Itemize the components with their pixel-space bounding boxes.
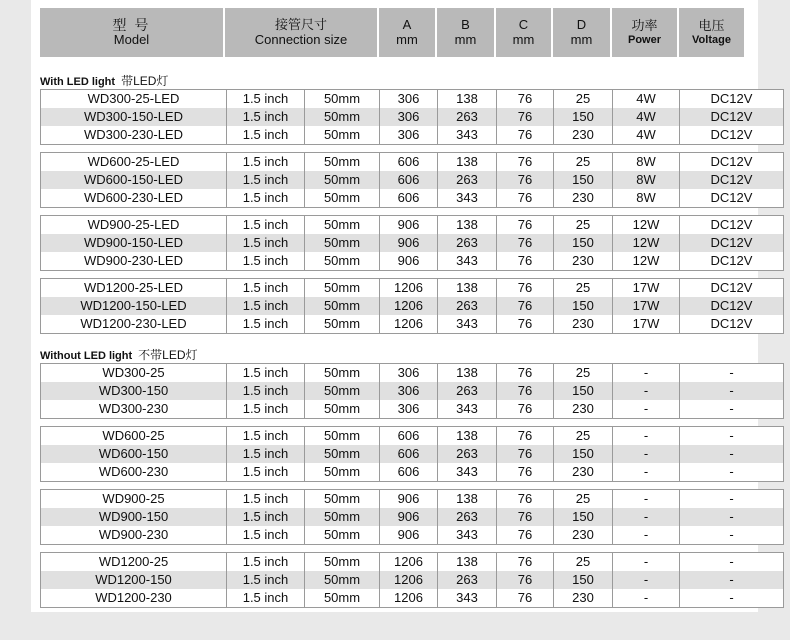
cell-power: - (612, 553, 679, 571)
cell-size-mm: 50mm (304, 234, 379, 252)
cell-dim-a: 306 (379, 364, 437, 382)
cell-dim-d: 230 (553, 400, 612, 418)
header-b (437, 8, 494, 57)
cell-model: WD900-230 (98, 527, 169, 542)
section-label (40, 72, 168, 89)
header-connection (225, 8, 377, 57)
cell-size-inch: 1.5 inch (226, 108, 304, 126)
cell-voltage: - (679, 400, 783, 418)
section-label-en: With LED light (40, 76, 116, 88)
cell-size-inch: 1.5 inch (226, 589, 304, 607)
header-d (553, 8, 610, 57)
cell-size-mm: 50mm (304, 427, 379, 445)
cell-voltage: DC12V (679, 234, 783, 252)
cell-dim-a: 606 (379, 463, 437, 481)
cell-power: 17W (612, 279, 679, 297)
header-a-unit: mm (396, 31, 418, 47)
table-row (41, 553, 783, 571)
cell-model: WD300-150 (98, 383, 169, 398)
cell-dim-b: 343 (437, 189, 496, 207)
cell-dim-d: 230 (553, 252, 612, 270)
section-label-zh: 不带LED灯 (138, 348, 198, 362)
table-row (41, 400, 783, 418)
cell-voltage: - (679, 571, 783, 589)
table-row (41, 589, 783, 607)
cell-dim-b: 263 (437, 508, 496, 526)
cell-size-inch: 1.5 inch (226, 126, 304, 144)
cell-model: WD600-25-LED (87, 154, 180, 169)
cell-dim-d: 230 (553, 126, 612, 144)
cell-voltage: DC12V (679, 108, 783, 126)
cell-size-mm: 50mm (304, 189, 379, 207)
cell-dim-c: 76 (496, 189, 553, 207)
cell-voltage: - (679, 427, 783, 445)
cell-size-mm: 50mm (304, 252, 379, 270)
cell-dim-a: 1206 (379, 315, 437, 333)
cell-size-mm: 50mm (304, 553, 379, 571)
model-group (40, 426, 784, 482)
table-row (41, 364, 783, 382)
cell-dim-d: 150 (553, 234, 612, 252)
cell-dim-a: 306 (379, 400, 437, 418)
cell-voltage: - (679, 382, 783, 400)
cell-dim-b: 138 (437, 427, 496, 445)
model-group (40, 552, 784, 608)
cell-size-inch: 1.5 inch (226, 171, 304, 189)
cell-power: - (612, 490, 679, 508)
cell-voltage: - (679, 364, 783, 382)
cell-dim-a: 1206 (379, 279, 437, 297)
cell-dim-c: 76 (496, 90, 553, 108)
header-model-en: Model (113, 32, 150, 48)
cell-model: WD1200-230 (95, 590, 172, 605)
cell-dim-b: 138 (437, 490, 496, 508)
model-group (40, 278, 784, 334)
table-row (41, 153, 783, 171)
cell-size-mm: 50mm (304, 364, 379, 382)
cell-dim-c: 76 (496, 553, 553, 571)
cell-size-mm: 50mm (304, 508, 379, 526)
cell-dim-a: 906 (379, 526, 437, 544)
cell-dim-d: 150 (553, 297, 612, 315)
cell-dim-d: 25 (553, 216, 612, 234)
cell-power: - (612, 400, 679, 418)
cell-power: 8W (612, 189, 679, 207)
cell-dim-d: 150 (553, 108, 612, 126)
cell-power: - (612, 364, 679, 382)
cell-dim-d: 230 (553, 589, 612, 607)
cell-size-inch: 1.5 inch (226, 553, 304, 571)
cell-dim-d: 25 (553, 427, 612, 445)
cell-model: WD300-25-LED (87, 91, 180, 106)
cell-dim-b: 263 (437, 297, 496, 315)
cell-dim-c: 76 (496, 445, 553, 463)
cell-dim-b: 138 (437, 279, 496, 297)
cell-size-mm: 50mm (304, 571, 379, 589)
cell-size-mm: 50mm (304, 490, 379, 508)
cell-dim-b: 343 (437, 126, 496, 144)
cell-power: - (612, 571, 679, 589)
cell-dim-d: 150 (553, 508, 612, 526)
cell-dim-b: 343 (437, 526, 496, 544)
cell-model: WD600-230 (98, 464, 169, 479)
cell-voltage: DC12V (679, 315, 783, 333)
cell-dim-a: 906 (379, 252, 437, 270)
cell-power: 8W (612, 171, 679, 189)
cell-power: 4W (612, 90, 679, 108)
cell-size-mm: 50mm (304, 526, 379, 544)
cell-model: WD600-25 (102, 428, 165, 443)
header-model-zh: 型 号 (112, 16, 151, 33)
cell-model: WD600-150-LED (84, 172, 183, 187)
cell-dim-d: 25 (553, 153, 612, 171)
table-row (41, 463, 783, 481)
table-row (41, 216, 783, 234)
header-power-zh: 功率 (631, 17, 658, 33)
cell-model: WD300-150-LED (84, 109, 183, 124)
cell-power: - (612, 526, 679, 544)
cell-size-inch: 1.5 inch (226, 427, 304, 445)
cell-size-inch: 1.5 inch (226, 279, 304, 297)
cell-model: WD1200-25-LED (84, 280, 183, 295)
cell-dim-c: 76 (496, 297, 553, 315)
cell-power: 12W (612, 234, 679, 252)
header-power (612, 8, 677, 57)
cell-dim-d: 150 (553, 382, 612, 400)
cell-voltage: - (679, 526, 783, 544)
cell-dim-d: 230 (553, 526, 612, 544)
cell-dim-c: 76 (496, 571, 553, 589)
cell-power: - (612, 445, 679, 463)
cell-model: WD900-25 (102, 491, 165, 506)
cell-dim-b: 138 (437, 216, 496, 234)
table-row (41, 315, 783, 333)
cell-power: - (612, 382, 679, 400)
cell-dim-b: 343 (437, 315, 496, 333)
cell-size-mm: 50mm (304, 400, 379, 418)
cell-dim-c: 76 (496, 427, 553, 445)
cell-voltage: DC12V (679, 126, 783, 144)
cell-dim-d: 150 (553, 571, 612, 589)
cell-size-mm: 50mm (304, 126, 379, 144)
cell-dim-a: 606 (379, 153, 437, 171)
cell-dim-c: 76 (496, 508, 553, 526)
cell-voltage: DC12V (679, 189, 783, 207)
model-group (40, 489, 784, 545)
table-header (40, 8, 746, 57)
cell-dim-d: 25 (553, 490, 612, 508)
header-power-en: Power (627, 33, 661, 46)
cell-dim-d: 25 (553, 90, 612, 108)
cell-size-mm: 50mm (304, 445, 379, 463)
table-row (41, 189, 783, 207)
header-voltage-en: Voltage (692, 33, 731, 46)
cell-dim-a: 1206 (379, 589, 437, 607)
cell-power: 17W (612, 297, 679, 315)
table-row (41, 297, 783, 315)
cell-dim-a: 306 (379, 382, 437, 400)
cell-model: WD900-25-LED (87, 217, 180, 232)
cell-size-inch: 1.5 inch (226, 364, 304, 382)
table-row (41, 382, 783, 400)
cell-size-mm: 50mm (304, 108, 379, 126)
cell-size-mm: 50mm (304, 216, 379, 234)
header-voltage (679, 8, 744, 57)
cell-size-inch: 1.5 inch (226, 90, 304, 108)
cell-size-inch: 1.5 inch (226, 234, 304, 252)
table-row (41, 508, 783, 526)
cell-voltage: DC12V (679, 153, 783, 171)
cell-dim-a: 306 (379, 108, 437, 126)
cell-dim-a: 606 (379, 171, 437, 189)
cell-dim-b: 343 (437, 589, 496, 607)
cell-dim-b: 138 (437, 153, 496, 171)
table-row (41, 571, 783, 589)
cell-dim-a: 306 (379, 126, 437, 144)
cell-voltage: - (679, 490, 783, 508)
cell-voltage: - (679, 445, 783, 463)
cell-power: 12W (612, 252, 679, 270)
cell-model: WD1200-25 (98, 554, 169, 569)
cell-size-mm: 50mm (304, 90, 379, 108)
cell-dim-d: 230 (553, 463, 612, 481)
cell-power: - (612, 463, 679, 481)
cell-model: WD900-150-LED (84, 235, 183, 250)
cell-size-inch: 1.5 inch (226, 216, 304, 234)
cell-voltage: - (679, 589, 783, 607)
cell-dim-b: 138 (437, 90, 496, 108)
header-model (40, 8, 223, 57)
cell-voltage: DC12V (679, 279, 783, 297)
header-c (496, 8, 551, 57)
table-row (41, 234, 783, 252)
cell-dim-c: 76 (496, 526, 553, 544)
header-d-unit: mm (570, 31, 593, 47)
cell-size-mm: 50mm (304, 153, 379, 171)
cell-size-inch: 1.5 inch (226, 571, 304, 589)
cell-size-inch: 1.5 inch (226, 526, 304, 544)
cell-size-mm: 50mm (304, 279, 379, 297)
cell-dim-c: 76 (496, 126, 553, 144)
cell-size-inch: 1.5 inch (226, 463, 304, 481)
cell-dim-c: 76 (496, 108, 553, 126)
cell-model: WD1200-230-LED (80, 316, 187, 331)
cell-dim-b: 138 (437, 364, 496, 382)
header-voltage-zh: 电压 (698, 17, 725, 33)
table-row (41, 445, 783, 463)
cell-dim-a: 1206 (379, 297, 437, 315)
cell-model: WD600-230-LED (84, 190, 183, 205)
header-connection-en: Connection size (254, 31, 348, 47)
cell-size-mm: 50mm (304, 463, 379, 481)
cell-dim-c: 76 (496, 315, 553, 333)
cell-power: 17W (612, 315, 679, 333)
cell-power: 4W (612, 126, 679, 144)
cell-voltage: - (679, 553, 783, 571)
cell-model: WD900-150 (98, 509, 169, 524)
cell-dim-c: 76 (496, 153, 553, 171)
cell-model: WD600-150 (98, 446, 169, 461)
cell-voltage: DC12V (679, 297, 783, 315)
header-c-label: C (518, 16, 529, 32)
cell-size-inch: 1.5 inch (226, 508, 304, 526)
cell-power: 4W (612, 108, 679, 126)
header-connection-zh: 接管尺寸 (274, 16, 327, 32)
cell-power: 8W (612, 153, 679, 171)
cell-dim-a: 606 (379, 189, 437, 207)
cell-model: WD1200-150-LED (80, 298, 187, 313)
cell-dim-c: 76 (496, 364, 553, 382)
table-row (41, 171, 783, 189)
cell-dim-b: 263 (437, 108, 496, 126)
cell-size-mm: 50mm (304, 589, 379, 607)
table-row (41, 526, 783, 544)
cell-dim-d: 230 (553, 189, 612, 207)
cell-dim-b: 343 (437, 463, 496, 481)
cell-dim-a: 606 (379, 445, 437, 463)
cell-dim-d: 150 (553, 171, 612, 189)
cell-dim-b: 138 (437, 553, 496, 571)
cell-dim-c: 76 (496, 279, 553, 297)
header-b-label: B (461, 16, 470, 32)
cell-dim-b: 263 (437, 571, 496, 589)
cell-model: WD300-25 (102, 365, 165, 380)
model-group (40, 363, 784, 419)
cell-size-mm: 50mm (304, 171, 379, 189)
cell-dim-b: 263 (437, 382, 496, 400)
cell-model: WD1200-150 (95, 572, 172, 587)
section-label-zh: 带LED灯 (121, 74, 169, 88)
cell-dim-a: 906 (379, 234, 437, 252)
cell-dim-b: 263 (437, 234, 496, 252)
cell-dim-a: 1206 (379, 553, 437, 571)
cell-power: - (612, 427, 679, 445)
table-row (41, 490, 783, 508)
cell-size-mm: 50mm (304, 297, 379, 315)
cell-voltage: - (679, 463, 783, 481)
cell-voltage: DC12V (679, 216, 783, 234)
cell-dim-a: 906 (379, 508, 437, 526)
cell-size-inch: 1.5 inch (226, 315, 304, 333)
cell-dim-b: 343 (437, 252, 496, 270)
cell-dim-c: 76 (496, 463, 553, 481)
model-group (40, 89, 784, 145)
cell-size-inch: 1.5 inch (226, 297, 304, 315)
cell-model: WD900-230-LED (84, 253, 183, 268)
cell-voltage: DC12V (679, 90, 783, 108)
cell-dim-d: 25 (553, 553, 612, 571)
cell-dim-a: 906 (379, 490, 437, 508)
model-group (40, 152, 784, 208)
cell-model: WD300-230 (98, 401, 169, 416)
cell-size-inch: 1.5 inch (226, 153, 304, 171)
cell-power: 12W (612, 216, 679, 234)
section-label-en: Without LED light (40, 350, 133, 362)
cell-dim-d: 25 (553, 279, 612, 297)
table-row (41, 108, 783, 126)
cell-dim-b: 263 (437, 445, 496, 463)
table-row (41, 427, 783, 445)
cell-dim-c: 76 (496, 382, 553, 400)
header-a-label: A (402, 16, 412, 32)
cell-dim-a: 906 (379, 216, 437, 234)
model-group (40, 215, 784, 271)
cell-dim-d: 230 (553, 315, 612, 333)
cell-size-inch: 1.5 inch (226, 400, 304, 418)
cell-dim-c: 76 (496, 589, 553, 607)
table-row (41, 252, 783, 270)
cell-size-inch: 1.5 inch (226, 189, 304, 207)
cell-power: - (612, 589, 679, 607)
cell-dim-c: 76 (496, 234, 553, 252)
cell-size-inch: 1.5 inch (226, 252, 304, 270)
table-row (41, 279, 783, 297)
cell-voltage: - (679, 508, 783, 526)
cell-dim-d: 25 (553, 364, 612, 382)
section-label (40, 346, 198, 363)
cell-voltage: DC12V (679, 252, 783, 270)
cell-size-inch: 1.5 inch (226, 382, 304, 400)
cell-dim-c: 76 (496, 252, 553, 270)
cell-dim-c: 76 (496, 490, 553, 508)
cell-dim-c: 76 (496, 171, 553, 189)
cell-dim-c: 76 (496, 400, 553, 418)
cell-power: - (612, 508, 679, 526)
header-a (379, 8, 435, 57)
table-row (41, 126, 783, 144)
cell-dim-b: 263 (437, 171, 496, 189)
cell-size-inch: 1.5 inch (226, 445, 304, 463)
cell-model: WD300-230-LED (84, 127, 183, 142)
cell-voltage: DC12V (679, 171, 783, 189)
cell-dim-b: 343 (437, 400, 496, 418)
table-row (41, 90, 783, 108)
cell-dim-c: 76 (496, 216, 553, 234)
cell-dim-d: 150 (553, 445, 612, 463)
cell-size-inch: 1.5 inch (226, 490, 304, 508)
cell-size-mm: 50mm (304, 315, 379, 333)
header-d-label: D (576, 16, 587, 32)
cell-dim-a: 1206 (379, 571, 437, 589)
cell-size-mm: 50mm (304, 382, 379, 400)
header-b-unit: mm (454, 31, 477, 47)
cell-dim-a: 606 (379, 427, 437, 445)
header-c-unit: mm (512, 31, 535, 47)
cell-dim-a: 306 (379, 90, 437, 108)
